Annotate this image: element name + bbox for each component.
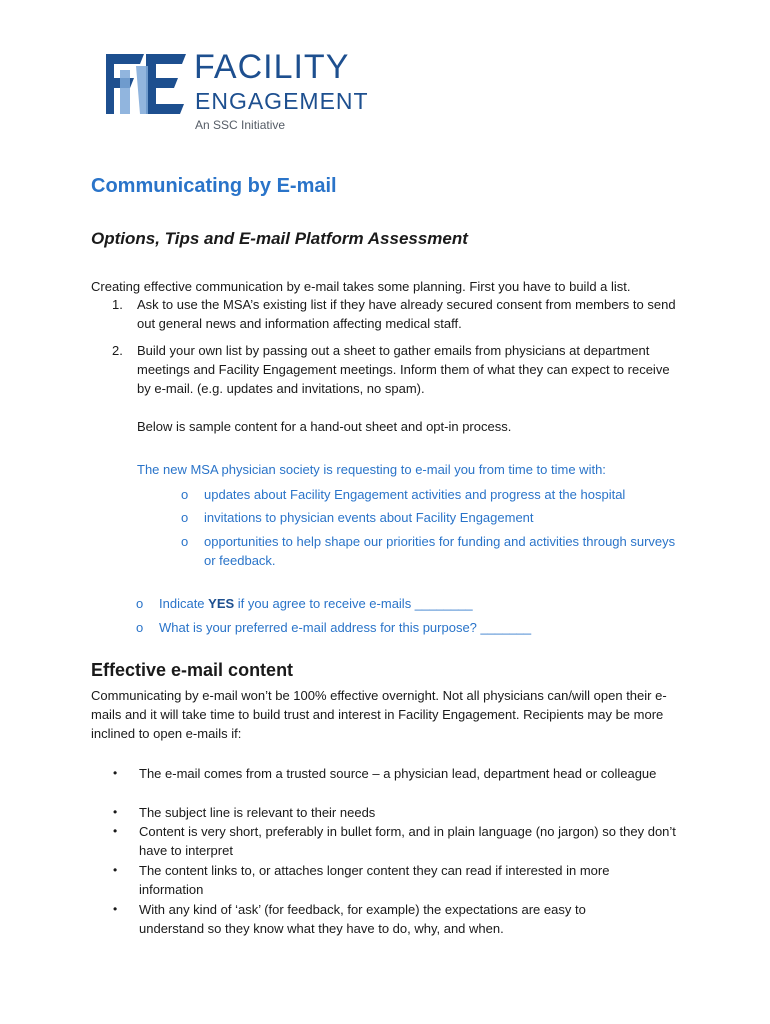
circle-bullet-icon: o	[136, 620, 144, 635]
content-bullet-5-text: With any kind of ‘ask’ (for feedback, for example) the expectations are easy to understand so they know what they have to do, why, and when.	[139, 902, 586, 936]
page-subtitle: Options, Tips and E-mail Platform Assessment	[91, 229, 468, 248]
content-bullet-4-text: The content links to, or attaches longer content they can read if interested in more information	[139, 863, 610, 897]
numbered-item-2-text: Build your own list by passing out a sheet to gather emails from physicians at department meetings and Facility Engagement meetings. Inform them of what they can expect to receive by e-mail. (e.g. updates and invitations, no spam).	[137, 343, 670, 396]
intro-paragraph: Creating effective communication by e-mail takes some planning. First you have to build a list.	[91, 279, 631, 294]
numbered-item-2-number: 2.	[112, 343, 123, 358]
circle-bullet-icon: o	[181, 510, 189, 525]
page-title: Communicating by E-mail	[91, 175, 337, 197]
optin-item-1-text	[159, 594, 473, 613]
circle-bullet-icon: o	[181, 487, 189, 502]
content-bullet-2-text: The subject line is relevant to their needs	[139, 805, 376, 820]
section-heading-effective-email: Effective e-mail content	[91, 660, 294, 680]
content-bullet-3-text: Content is very short, preferably in bullet form, and in plain language (no jargon) so they don’t have to interpret	[139, 824, 676, 858]
section-paragraph: Communicating by e-mail won’t be 100% effective overnight. Not all physicians can/will open their e-mails and it will take time to build trust and interest in Facility Engagement. Recipients may be more inclined to open e-mails if:	[91, 688, 667, 741]
optin-item-1-pre: Indicate	[159, 596, 209, 611]
logo-word-facility: FACILITY	[194, 48, 350, 86]
numbered-item-1-number: 1.	[112, 297, 123, 312]
optin-yes-label: YES	[208, 596, 235, 611]
bullet-dot-icon: •	[113, 902, 118, 916]
circle-bullet-icon: o	[136, 596, 144, 611]
sample-item-3-text: opportunities to help shape our priorities for funding and activities through surveys or feedback.	[204, 534, 676, 568]
optin-item-1-post: if you agree to receive e-mails ________	[234, 596, 473, 611]
sample-item-2-text: invitations to physician events about Facility Engagement	[204, 510, 534, 525]
facility-engagement-logo	[100, 48, 370, 138]
bullet-dot-icon: •	[113, 824, 118, 838]
sample-note: Below is sample content for a hand-out sheet and opt-in process.	[137, 419, 512, 434]
fe-logo-icon	[100, 48, 192, 118]
bullet-dot-icon: •	[113, 863, 118, 877]
sample-item-1-text: updates about Facility Engagement activities and progress at the hospital	[204, 487, 626, 502]
sample-intro: The new MSA physician society is requesting to e-mail you from time to time with:	[137, 462, 606, 477]
circle-bullet-icon: o	[181, 534, 189, 549]
logo-word-engagement: ENGAGEMENT	[195, 88, 369, 114]
bullet-dot-icon: •	[113, 766, 118, 780]
bullet-dot-icon: •	[113, 805, 118, 819]
numbered-item-1-text: Ask to use the MSA’s existing list if they have already secured consent from members to send out general news and information affecting medical staff.	[137, 297, 676, 331]
content-bullet-1-text: The e-mail comes from a trusted source – a physician lead, department head or colleague	[139, 766, 657, 781]
optin-item-2-text: What is your preferred e-mail address for this purpose? _______	[159, 620, 532, 635]
logo-tagline: An SSC Initiative	[195, 118, 286, 132]
